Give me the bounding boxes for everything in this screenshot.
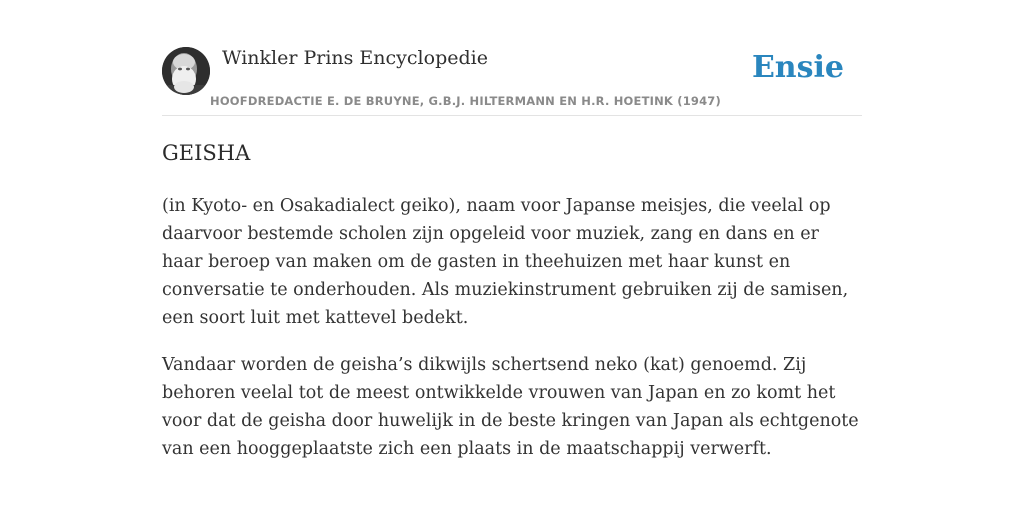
source-title[interactable]: Winkler Prins Encyclopedie (222, 47, 488, 69)
source-editors: HOOFDREDACTIE E. DE BRUYNE, G.B.J. HILTERMANN EN H.R. HOETINK (1947) (210, 94, 721, 108)
source-header (162, 40, 862, 116)
article-paragraph: Vandaar worden de geisha’s dikwijls schertsend neko (kat) genoemd. Zij behoren veelal tot de meest ontwikkelde vrouwen van Japan en zo komt het voor dat de geisha door huwelijk in de beste kringen van Japan als echtgenote van een hooggeplaatste zich een plaats in de maatschappij verwerft. (162, 355, 859, 459)
article-body (162, 192, 862, 482)
author-avatar[interactable] (162, 47, 210, 95)
article-title: GEISHA (162, 141, 251, 165)
portrait-icon (162, 47, 210, 95)
article-paragraph: (in Kyoto- en Osakadialect geiko), naam voor Japanse meisjes, die veelal op daarvoor bestemde scholen zijn opgeleid voor muziek, zang en dans en er haar beroep van maken om de gasten in theehuizen met haar kunst en conversatie te onderhouden. Als muziekinstrument gebruiken zij de samisen, een soort luit met kattevel bedekt. (162, 196, 849, 328)
brand-logo[interactable]: Ensie (751, 50, 844, 85)
